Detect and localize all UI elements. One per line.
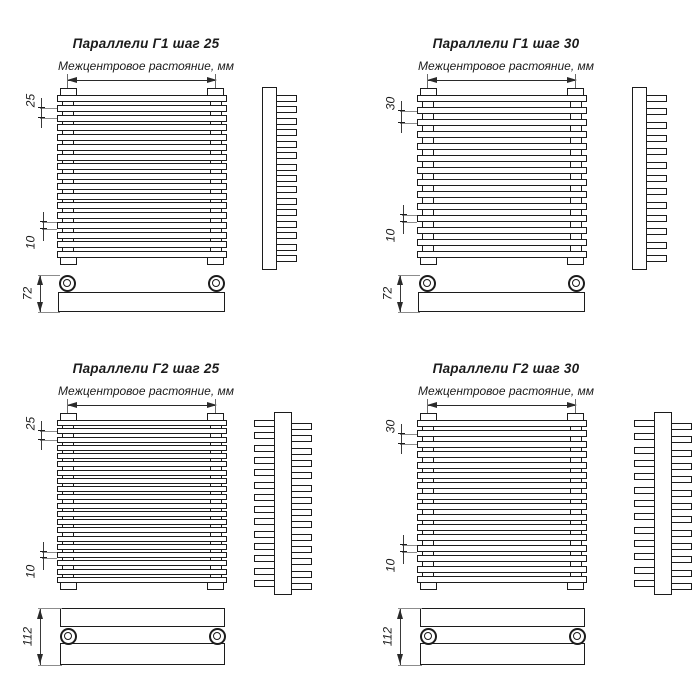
side-tooth [646,202,667,209]
radiator-tube-bar [417,227,587,234]
dimension-line [43,542,44,570]
side-view [632,87,696,270]
radiator-tube-bar [417,167,587,174]
center-distance-dimension-line [68,405,216,406]
height-dimension-value: 72 [20,286,35,301]
tube-height-dimension-value: 10 [23,235,38,249]
pitch-dimension-value: 30 [383,96,398,110]
side-tooth [291,534,312,541]
radiator-tube-bar [417,534,587,541]
dimension-arrow [37,275,43,285]
dimension-tick [398,110,405,111]
side-tooth [276,244,297,251]
dimension-tick [38,430,45,431]
radiator-tube-bar [57,222,227,229]
bottom-collector-bar [420,643,585,665]
dimension-line [41,98,42,128]
front-view [417,88,587,265]
extension-line [40,431,57,432]
side-tooth [634,500,655,507]
radiator-tube-bar [57,511,227,517]
side-collector-body [654,412,672,595]
side-tooth [671,516,692,523]
radiator-tube-bar [417,420,587,427]
tube-height-dimension-value: 10 [383,558,398,572]
radiator-tube-bar [417,251,587,258]
extension-line [402,552,417,553]
radiator-tube-bar [417,451,587,458]
radiator-tube-bar [417,555,587,562]
dimension-arrow [397,275,403,285]
radiator-tube-bar [57,193,227,200]
dimension-arrow [427,77,437,83]
extension-line [398,665,422,666]
drawing-title: Параллели Г1 шаг 25 [72,36,220,51]
side-view [262,87,326,270]
extension-line [40,118,57,119]
radiator-tube-bar [57,577,227,583]
side-tooth [254,506,275,513]
radiator-tube-bar [417,441,587,448]
radiator-tube-bar [57,445,227,451]
side-tooth [634,487,655,494]
side-tooth [671,503,692,510]
side-tooth [646,122,667,129]
dimension-tick [38,439,45,440]
side-tooth [671,476,692,483]
side-tooth [634,447,655,454]
side-tooth [646,108,667,115]
side-tooth [254,543,275,550]
side-tooth [634,420,655,427]
extension-line [400,123,417,124]
dimension-tick [38,107,45,108]
radiator-tube-bar [57,453,227,459]
extension-line [402,545,417,546]
front-view [57,413,227,590]
radiator-tube-bar [417,143,587,150]
mounting-stub [567,582,584,590]
dimension-tick [398,443,405,444]
radiator-tube-bar [57,144,227,151]
side-tooth [276,209,297,216]
radiator-tube-bar [417,576,587,583]
side-tooth [671,436,692,443]
radiator-tube-bar [417,155,587,162]
bottom-view [20,272,250,317]
side-tooth [634,553,655,560]
side-tooth [671,570,692,577]
height-dimension-value: 72 [380,286,395,301]
side-tooth [671,450,692,457]
side-tooth [646,135,667,142]
side-tooth [254,432,275,439]
height-dimension-value: 112 [380,626,395,647]
extension-line [42,552,57,553]
front-view [57,88,227,265]
radiator-tube-bar [57,95,227,102]
height-dimension-value: 112 [20,626,35,647]
radiator-tube-bar [57,527,227,533]
center-distance-label: Межцентровое растояние, мм [58,384,234,398]
dimension-tick [398,433,405,434]
side-tooth [646,175,667,182]
dimension-tick [40,557,47,558]
side-tooth [634,473,655,480]
side-tooth [671,463,692,470]
pipe-connection-ring-inner [64,632,72,640]
side-tooth [254,445,275,452]
radiator-tube-bar [57,569,227,575]
side-tooth [671,490,692,497]
radiator-tube-bar [417,119,587,126]
mounting-stub [567,257,584,265]
radiator-tube-bar [57,105,227,112]
drawing-g1-step25 [0,0,360,375]
side-tooth [646,215,667,222]
dimension-line [403,205,404,234]
radiator-tube-bar [57,241,227,248]
dimension-tick [400,551,407,552]
radiator-tube-bar [57,428,227,434]
pipe-connection-ring-inner [423,279,431,287]
pipe-connection-ring-inner [63,279,71,287]
dimension-arrow [397,654,403,664]
bottom-collector-bar [60,608,225,627]
side-tooth [634,527,655,534]
side-tooth [276,175,297,182]
extension-line [400,444,417,445]
dimension-line [401,424,402,454]
mounting-stub [420,257,437,265]
radiator-tube-bar [417,524,587,531]
side-tooth [646,228,667,235]
pitch-dimension-value: 30 [383,419,398,434]
drawing-g2-step30 [360,325,700,700]
radiator-tube-bar [417,493,587,500]
mounting-stub [207,582,224,590]
extension-line [42,222,57,223]
center-distance-label: Межцентровое растояние, мм [418,384,594,398]
side-tooth [634,460,655,467]
dimension-tick [398,122,405,123]
bottom-view [20,608,250,665]
bottom-collector-bar [58,292,225,312]
tube-height-dimension-value: 10 [23,565,38,579]
mounting-stub [60,257,77,265]
extension-line [42,229,57,230]
side-tooth [276,152,297,159]
radiator-tube-bar [57,552,227,558]
side-tooth [254,518,275,525]
side-tooth [254,555,275,562]
center-distance-label: Межцентровое растояние, мм [58,59,234,73]
radiator-tube-bar [57,544,227,550]
side-tooth [276,141,297,148]
radiator-tube-bar [417,179,587,186]
pipe-connection-ring-inner [424,632,432,640]
radiator-tube-bar [417,430,587,437]
radiator-tube-bar [57,536,227,542]
radiator-tube-bar [57,202,227,209]
radiator-tube-bar [417,472,587,479]
side-tooth [276,164,297,171]
side-tooth [634,433,655,440]
side-tooth [254,568,275,575]
radiator-tube-bar [57,183,227,190]
radiator-tube-bar [57,163,227,170]
radiator-tube-bar [57,173,227,180]
side-tooth [634,567,655,574]
radiator-tube-bar [417,107,587,114]
extension-line [40,440,57,441]
radiator-tube-bar [417,203,587,210]
pipe-connection-ring-inner [212,279,220,287]
radiator-tube-bar [57,420,227,426]
side-tooth [646,95,667,102]
side-tooth [254,469,275,476]
side-tooth [276,232,297,239]
side-tooth [646,255,667,262]
extension-line [42,558,57,559]
radiator-tube-bar [57,437,227,443]
dimension-line [41,421,42,449]
dimension-arrow [397,609,403,619]
pitch-dimension-value: 25 [23,94,38,108]
dimension-arrow [37,609,43,619]
side-tooth [671,556,692,563]
radiator-tube-bar [57,232,227,239]
extension-line [402,215,417,216]
side-tooth [254,420,275,427]
side-tooth [291,558,312,565]
side-tooth [646,162,667,169]
side-tooth [291,423,312,430]
bottom-view [380,272,610,317]
dimension-tick [400,221,407,222]
side-view [632,412,696,595]
dimension-line [401,101,402,133]
bottom-collector-bar [420,608,585,627]
dimension-tick [40,221,47,222]
tube-height-dimension-value: 10 [383,228,398,243]
radiator-tube-bar [57,470,227,476]
radiator-tube-bar [57,503,227,509]
side-collector-body [262,87,277,270]
dimension-line [43,212,44,241]
center-distance-dimension-line [428,80,576,81]
side-tooth [646,188,667,195]
side-tooth [671,530,692,537]
radiator-tube-bar [417,191,587,198]
radiator-tube-bar [57,212,227,219]
dimension-tick [40,228,47,229]
side-tooth [646,242,667,249]
drawing-title: Параллели Г2 шаг 25 [72,361,220,376]
side-tooth [634,540,655,547]
side-tooth [291,472,312,479]
radiator-tube-bar [57,124,227,131]
radiator-tube-bar [417,131,587,138]
side-tooth [276,118,297,125]
extension-line [40,108,57,109]
radiator-tube-bar [417,239,587,246]
drawing-title: Параллели Г2 шаг 30 [432,361,580,376]
side-tooth [276,95,297,102]
radiator-tube-bar [57,134,227,141]
radiator-tube-bar [57,251,227,258]
side-tooth [276,106,297,113]
front-view [417,413,587,590]
side-tooth [276,255,297,262]
dimension-line [403,535,404,564]
center-distance-dimension-line [68,80,216,81]
dimension-arrow [427,402,437,408]
side-tooth [291,460,312,467]
side-tooth [254,494,275,501]
side-tooth [276,129,297,136]
side-tooth [291,521,312,528]
side-view [252,412,316,595]
drawing-title: Параллели Г1 шаг 30 [432,36,580,51]
drawing-g1-step30 [360,0,700,375]
radiator-tube-bar [417,95,587,102]
side-tooth [634,580,655,587]
radiator-tube-bar [417,514,587,521]
bottom-collector-bar [418,292,585,312]
radiator-tube-bar [417,482,587,489]
collector-tube-left [422,91,434,262]
dimension-arrow [67,77,77,83]
radiator-tube-bar [57,154,227,161]
extension-line [398,312,420,313]
center-distance-label: Межцентровое растояние, мм [418,59,594,73]
side-tooth [254,482,275,489]
side-tooth [291,546,312,553]
dimension-tick [400,214,407,215]
side-tooth [291,583,312,590]
mounting-stub [420,582,437,590]
extension-line [402,222,417,223]
side-tooth [276,221,297,228]
side-tooth [254,457,275,464]
pipe-connection-ring-inner [572,279,580,287]
side-tooth [671,583,692,590]
radiator-tube-bar [57,461,227,467]
side-tooth [276,186,297,193]
radiator-tube-bar [57,494,227,500]
side-tooth [671,543,692,550]
bottom-collector-bar [60,643,225,665]
side-tooth [634,513,655,520]
side-tooth [646,148,667,155]
dimension-tick [400,544,407,545]
dimension-arrow [397,302,403,312]
side-tooth [291,571,312,578]
dimension-arrow [37,654,43,664]
radiator-tube-bar [417,215,587,222]
drawing-g2-step25 [0,325,360,700]
dimension-tick [40,551,47,552]
extension-line [400,111,417,112]
radiator-tube-bar [417,503,587,510]
extension-line [38,665,62,666]
radiator-tube-bar [57,486,227,492]
dimension-arrow [37,302,43,312]
side-collector-body [274,412,292,595]
dimension-arrow [67,402,77,408]
mounting-stub [60,582,77,590]
radiator-tube-bar [417,462,587,469]
side-tooth [291,485,312,492]
radiator-tube-bar [57,115,227,122]
side-tooth [276,198,297,205]
collector-tube-right [570,91,582,262]
mounting-stub [207,257,224,265]
radiator-tube-bar [417,545,587,552]
center-distance-dimension-line [428,405,576,406]
side-tooth [254,580,275,587]
extension-line [400,434,417,435]
dimension-tick [38,117,45,118]
side-tooth [291,435,312,442]
side-tooth [671,423,692,430]
extension-line [38,312,60,313]
radiator-tube-bar [417,566,587,573]
pipe-connection-ring-inner [573,632,581,640]
radiator-tube-bar [57,519,227,525]
radiator-tube-bar [57,560,227,566]
radiator-tube-bar [57,478,227,484]
pipe-connection-ring-inner [213,632,221,640]
side-tooth [291,448,312,455]
side-tooth [254,531,275,538]
bottom-view [380,608,610,665]
side-collector-body [632,87,647,270]
side-tooth [291,509,312,516]
side-tooth [291,497,312,504]
pitch-dimension-value: 25 [23,417,38,431]
